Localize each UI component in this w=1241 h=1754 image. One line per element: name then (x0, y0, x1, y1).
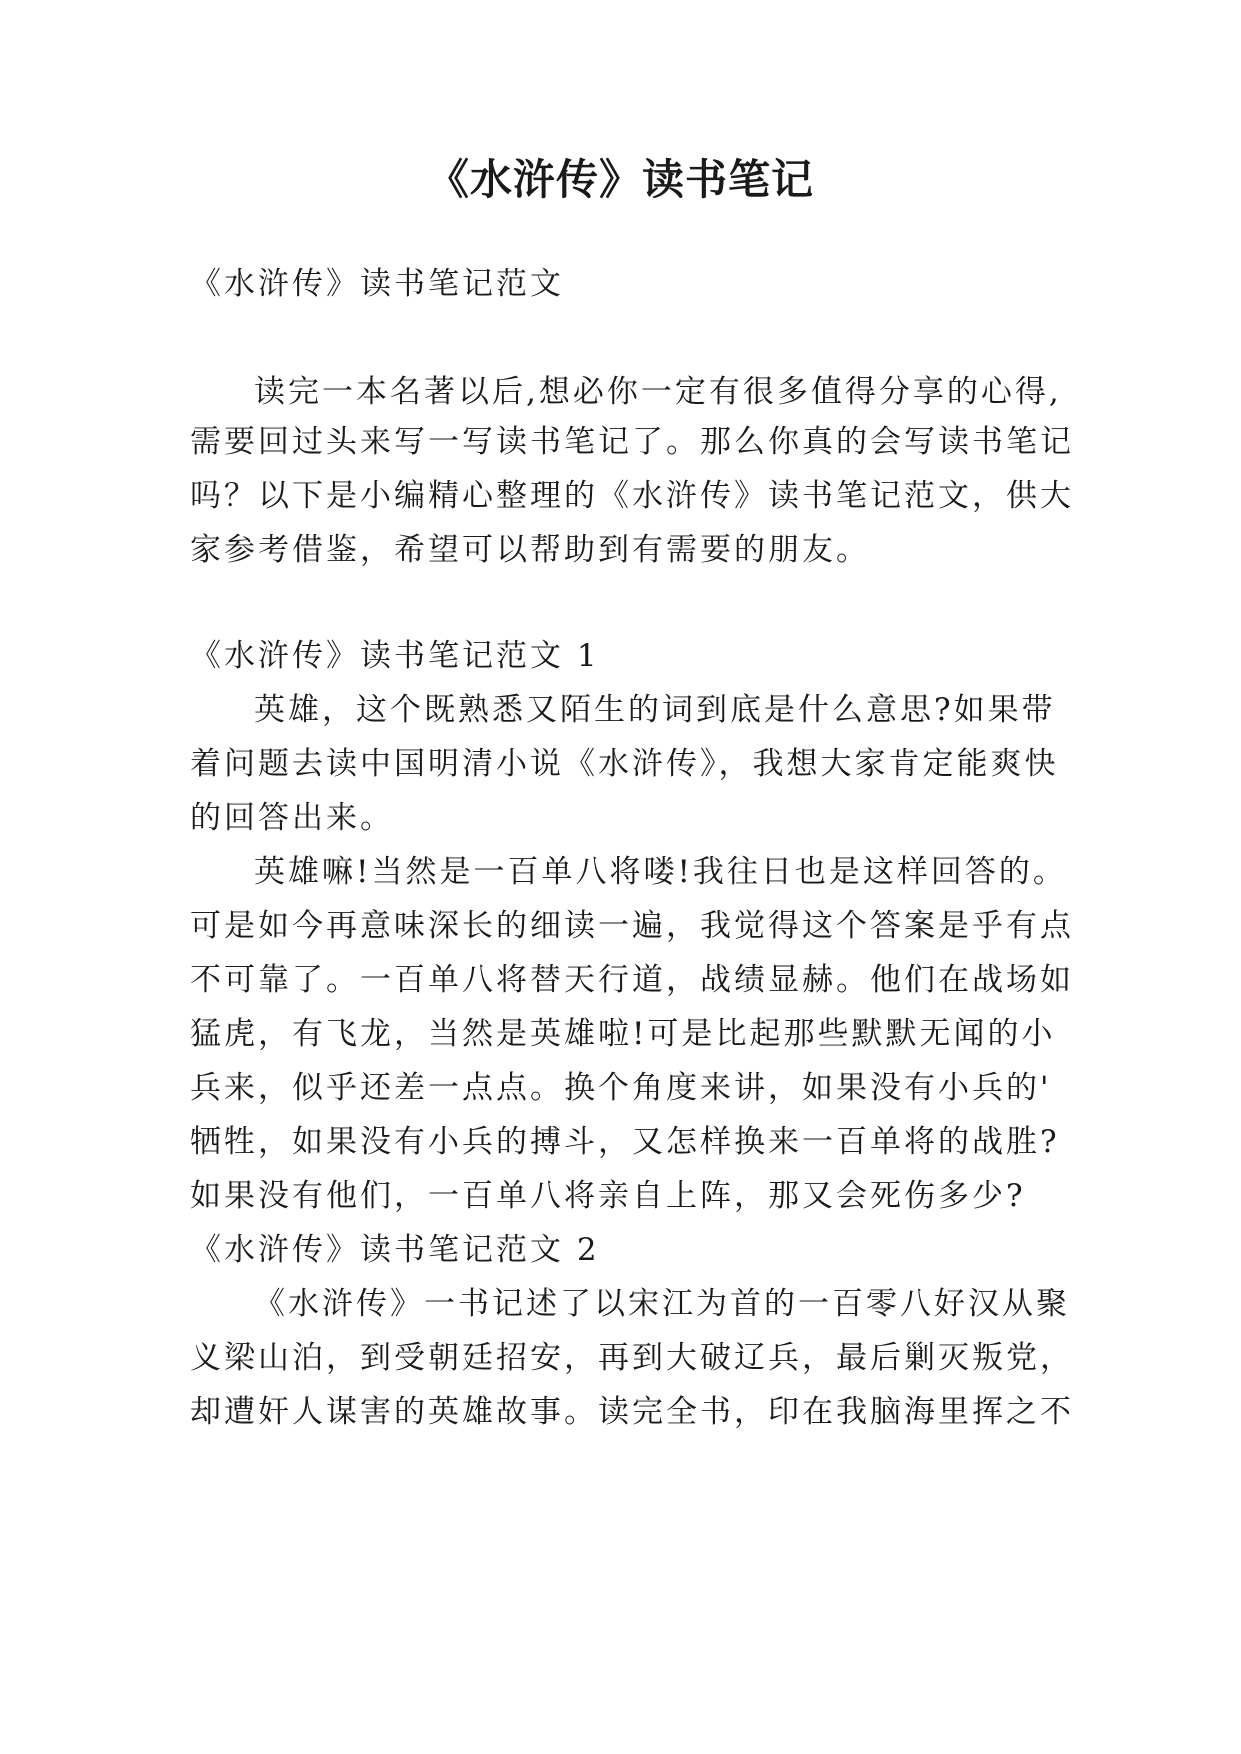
paragraph-line: 的回答出来。 (190, 800, 394, 836)
paragraph-line: 可是如今再意味深长的细读一遍，我觉得这个答案是乎有点 (190, 908, 1074, 944)
paragraph-line: 如果没有他们，一百单八将亲自上阵，那又会死伤多少? (190, 1178, 1026, 1214)
paragraph-line: 猛虎，有飞龙，当然是英雄啦!可是比起那些默默无闻的小 (190, 1016, 1056, 1052)
section-heading-1: 《水浒传》读书笔记范文 1 (190, 638, 600, 674)
paragraph-line: 英雄嘛!当然是一百单八将喽!我往日也是这样回答的。 (254, 854, 1067, 890)
paragraph-line: 不可靠了。一百单八将替天行道，战绩显赫。他们在战场如 (190, 962, 1074, 998)
paragraph-line: 英雄，这个既熟悉又陌生的词到底是什么意思?如果带 (254, 692, 1056, 728)
paragraph-line: 义梁山泊，到受朝廷招安，再到大破辽兵，最后剿灭叛党， (190, 1340, 1074, 1376)
paragraph-line: 吗？以下是小编精心整理的《水浒传》读书笔记范文，供大 (190, 478, 1074, 514)
paragraph-line: 着问题去读中国明清小说《水浒传》，我想大家肯定能爽快 (190, 746, 1059, 782)
paragraph-line: 《水浒传》一书记述了以宋江为首的一百零八好汉从聚 (254, 1286, 1070, 1322)
document-title: 《水浒传》读书笔记 (426, 155, 814, 204)
paragraph-line: 兵来，似乎还差一点点。换个角度来讲，如果没有小兵的' (190, 1070, 1052, 1106)
paragraph-line: 牺牲，如果没有小兵的搏斗，又怎样换来一百单将的战胜? (190, 1124, 1060, 1160)
paragraph-line: 需要回过头来写一写读书笔记了。那么你真的会写读书笔记 (190, 424, 1074, 460)
subtitle-line: 《水浒传》读书笔记范文 (190, 266, 564, 302)
paragraph-line: 读完一本名著以后,想必你一定有很多值得分享的心得, (254, 374, 1062, 410)
paragraph-line: 却遭奸人谋害的英雄故事。读完全书，印在我脑海里挥之不 (190, 1394, 1074, 1430)
section-heading-2: 《水浒传》读书笔记范文 2 (190, 1232, 600, 1268)
paragraph-line: 家参考借鉴，希望可以帮助到有需要的朋友。 (190, 532, 870, 568)
